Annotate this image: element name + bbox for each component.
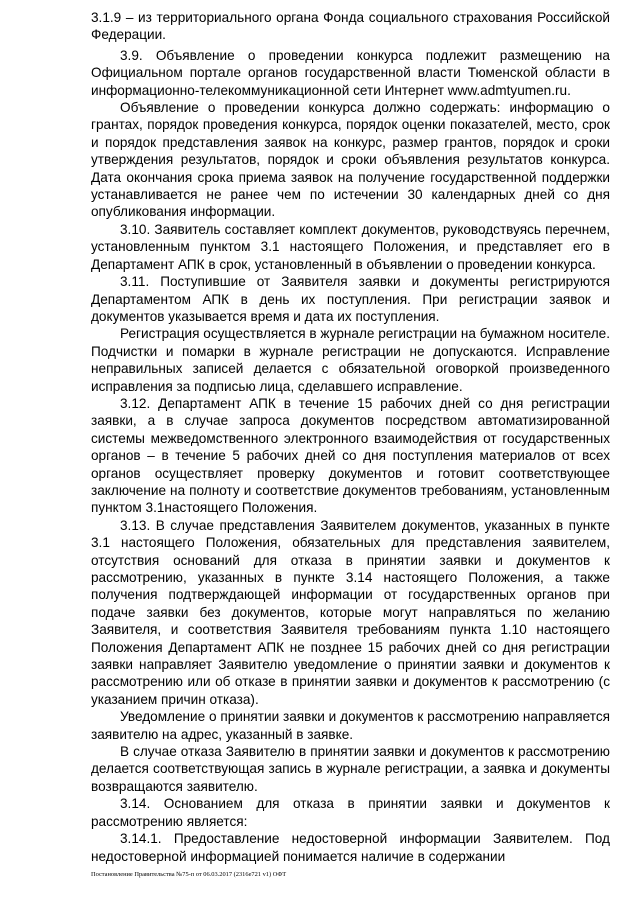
paragraph-notification: Уведомление о принятии заявки и документов к рассмотрению направляется заявителю на адрес, указанный в заявке.	[91, 709, 610, 742]
paragraph-3-9: 3.9. Объявление о проведении конкурса подлежит размещению на Официальном портале органов государственной власти Тюменской области в информационно-телекоммуникационной сети Интернет www.admtyumen.ru.	[91, 47, 610, 98]
paragraph-announcement-content: Объявление о проведении конкурса должно содержать: информацию о грантах, порядок проведения конкурса, порядок оценки показателей, место, срок и порядок представления заявок на конкурс, размер грантов, порядок и сроки утверждения результатов, порядок и сроки объявления результатов конкурса. Дата окончания срока приема заявок на получение государственной поддержки устанавливается не ранее чем по истечении 30 календарных дней со дня опубликования информации.	[91, 100, 610, 220]
paragraph-refusal: В случае отказа Заявителю в принятии заявки и документов к рассмотрению делается соответствующая запись в журнале регистрации, а заявка и документы возвращаются заявителю.	[91, 744, 610, 794]
paragraph-registration: Регистрация осуществляется в журнале регистрации на бумажном носителе. Подчистки и помарки в журнале регистрации не допускаются. Исправление неправильных записей делается с обязательной оговоркой произведенного исправления за подписью лица, сделавшего исправление.	[91, 326, 610, 394]
paragraph-3-14: 3.14. Основанием для отказа в принятии заявки и документов к рассмотрению является:	[91, 796, 610, 829]
paragraph-3-14-1: 3.14.1. Предоставление недостоверной информации Заявителем. Под недостоверной информацией понимается наличие в содержании	[91, 831, 610, 864]
paragraph-3-12: 3.12. Департамент АПК в течение 15 рабочих дней со дня регистрации заявки, а в случае запроса документов посредством автоматизированной системы межведомственного электронного взаимодействия от государственных органов – в течение 5 рабочих дней со дня поступления материалов от всех органов осуществляет проверку документов и готовит соответствующее заключение на полноту и соответствие документов требованиям, установленным пунктом 3.1настоящего Положения.	[91, 395, 610, 516]
paragraph-3-1-9: 3.1.9 – из территориального органа Фонда социального страхования Российской Федерации.	[91, 10, 610, 43]
document-body	[91, 9, 610, 865]
page-footer: Постановление Правительства №75-п от 06.03.2017 (2316e721 v1) ОФТ	[91, 871, 287, 878]
paragraph-3-11: 3.11. Поступившие от Заявителя заявки и документы регистрируются Департаментом АПК в день их поступления. При регистрации заявок и документов указывается время и дата их поступления.	[91, 274, 610, 324]
paragraph-3-13: 3.13. В случае представления Заявителем документов, указанных в пункте 3.1 настоящего Положения, обязательных для представления заявителем, отсутствия оснований для отказа в принятии заявки и документов к рассмотрению, указанных в пункте 3.14 настоящего Положения, а также получения подтверждающей информации от государственных органов при подаче заявки без документов, которые могут направляться по желанию Заявителя, и соответствия Заявителя требованиям пункта 1.10 настоящего Положения Департамент АПК не позднее 15 рабочих дней со дня регистрации заявки направляет Заявителю уведомление о принятии заявки и документов к рассмотрению или об отказе в принятии заявки и документов к рассмотрению (с указанием причин отказа).	[91, 517, 610, 707]
paragraph-3-10: 3.10. Заявитель составляет комплект документов, руководствуясь перечнем, установленным пунктом 3.1 настоящего Положения, и представляет его в Департамент АПК в срок, установленный в объявлении о проведении конкурса.	[91, 221, 610, 272]
